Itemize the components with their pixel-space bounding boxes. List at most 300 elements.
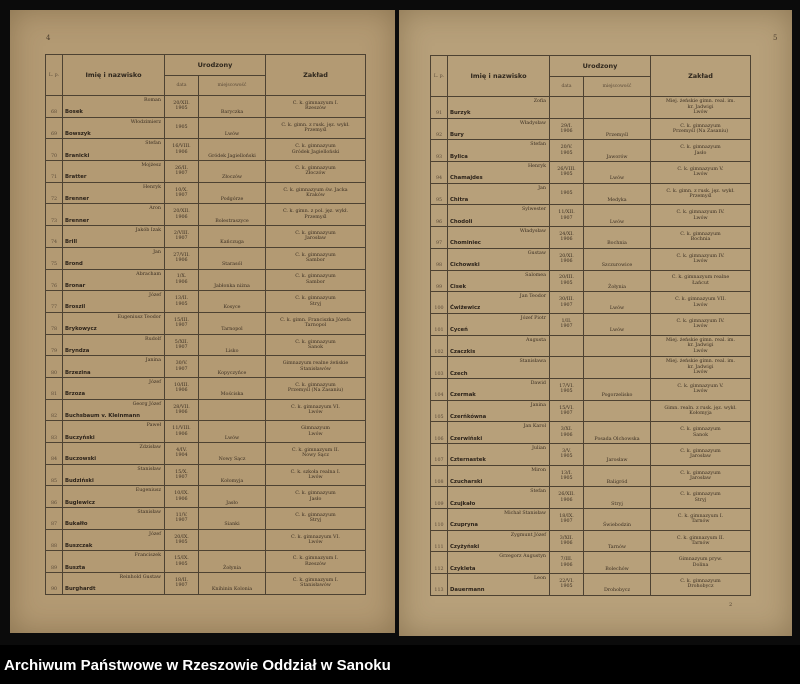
birth-date: 18/II. 1907 (165, 573, 199, 595)
name-cell (63, 377, 165, 399)
first-name: Grzegorz Augustyn (499, 554, 546, 560)
birth-place: Lwów (584, 313, 651, 335)
name-cell (63, 551, 165, 573)
last-name: Brzezina (65, 369, 91, 376)
table-row (46, 421, 366, 443)
birth-place: Baligród (584, 465, 651, 487)
name-cell (63, 247, 165, 269)
birth-place: Lwów (199, 117, 266, 139)
birth-date: 11/VIII. 1906 (165, 421, 199, 443)
first-name: Eugeniusz (135, 488, 161, 494)
page-number: 4 (46, 34, 51, 42)
first-name: Julian (531, 446, 546, 451)
table-row (46, 139, 366, 161)
school: Gimnazyum pryw. Dolina (651, 552, 751, 574)
last-name: Czucharski (450, 478, 483, 485)
first-name: Eugeniusz Teodor (117, 314, 161, 320)
first-name: Jan (153, 249, 161, 255)
birth-date: 16/VIII. 1906 (165, 139, 199, 161)
birth-place: Pogorzelisko (584, 378, 651, 400)
school: C. k. gimnazyum Sambor (266, 269, 366, 291)
table-row (431, 97, 751, 119)
school: C. k. gimn. z rusk. jęz. wykł. Przemyśl (651, 183, 751, 205)
school: C. k. gimnazyum Bochnia (651, 227, 751, 249)
last-name: Buglewicz (65, 499, 95, 506)
birth-date (550, 357, 584, 379)
birth-place: Medyka (584, 183, 651, 205)
name-cell (63, 312, 165, 334)
birth-place: Mościska (199, 377, 266, 399)
name-cell (448, 552, 550, 574)
last-name: Bowszyk (65, 130, 91, 137)
first-name: Abracham (136, 271, 161, 277)
last-name: Broszil (65, 304, 86, 311)
name-cell (63, 139, 165, 161)
table-row (46, 96, 366, 118)
birth-date: 29/I. 1906 (550, 118, 584, 140)
school: Gimn. realn. z rusk. jęz. wykł. Kołomyja (651, 400, 751, 422)
table-row (46, 117, 366, 139)
first-name: Janina (145, 358, 161, 364)
row-number: 77 (46, 291, 63, 313)
birth-date: 26/VIII. 1905 (550, 162, 584, 184)
first-name: Stanisław (137, 466, 161, 472)
signature-mark: 2 (729, 602, 733, 608)
row-number: 79 (46, 334, 63, 356)
birth-date: 10/IX. 1906 (165, 486, 199, 508)
row-number: 103 (431, 357, 448, 379)
table-row (46, 334, 366, 356)
school: C. k. gimnazyum Jarosław (651, 465, 751, 487)
page-number: 5 (773, 34, 778, 42)
row-number: 93 (431, 140, 448, 162)
last-name: Ćwiżewicz (450, 305, 481, 312)
first-name: Franciszek (134, 553, 161, 559)
birth-place: Kańczuga (199, 226, 266, 248)
last-name: Chamajdes (450, 175, 483, 182)
birth-date: 15/IX. 1905 (165, 551, 199, 573)
table-row (46, 529, 366, 551)
name-cell (448, 248, 550, 270)
name-cell (448, 357, 550, 379)
first-name: Henryk (527, 164, 546, 170)
school: C. k. gimnazyum Jarosław (651, 444, 751, 466)
school: C. k. gimnazyum Jasło (651, 140, 751, 162)
birth-place: Lwów (584, 292, 651, 314)
name-cell (63, 182, 165, 204)
first-name: Józef (149, 379, 161, 385)
last-name: Brzoza (65, 391, 86, 398)
table-row (46, 399, 366, 421)
birth-place: Jarosław (584, 444, 651, 466)
row-number: 99 (431, 270, 448, 292)
table-row (431, 292, 751, 314)
table-row (431, 205, 751, 227)
name-cell (448, 574, 550, 596)
column-header-date: data (165, 76, 199, 96)
school: C. k. gimnazyum Drohobycz (651, 574, 751, 596)
last-name: Bronar (65, 282, 86, 289)
birth-date: 10/III. 1906 (165, 377, 199, 399)
table-row (431, 313, 751, 335)
birth-date: 1/II. 1907 (550, 313, 584, 335)
column-header-lp: L. p. (431, 56, 448, 97)
birth-date: 15/III. 1907 (165, 312, 199, 334)
school: C. k. gimnazyum I. Tarnów (651, 509, 751, 531)
birth-place: Starasól (199, 247, 266, 269)
row-number: 101 (431, 313, 448, 335)
birth-place: Lwów (584, 162, 651, 184)
row-number: 102 (431, 335, 448, 357)
name-cell (63, 334, 165, 356)
school: C. k. gimnazyum Stryj (651, 487, 751, 509)
birth-place: Nowy Sącz (199, 443, 266, 465)
birth-place: Tarnów (584, 530, 651, 552)
last-name: Brond (65, 261, 83, 268)
birth-date: 3/V. 1905 (550, 444, 584, 466)
birth-date: 20/XII. 1906 (165, 204, 199, 226)
row-number: 87 (46, 508, 63, 530)
first-name: Józef Piotr (520, 315, 546, 321)
first-name: Jan Teodor (519, 294, 546, 300)
school: C. k. gimnazyum VII. Lwów (651, 292, 751, 314)
school: C. k. gimnazyum II. Nowy Sącz (266, 443, 366, 465)
column-header-place: miejscowość (584, 77, 651, 97)
last-name: Czupryna (450, 522, 478, 529)
birth-date: 18/IX. 1907 (550, 509, 584, 531)
name-cell (63, 508, 165, 530)
name-cell (448, 292, 550, 314)
name-cell (448, 270, 550, 292)
birth-place: Szczurowice (584, 248, 651, 270)
row-number: 68 (46, 96, 63, 118)
column-header-school: Zakład (651, 56, 751, 97)
school: C. k. gimnazyum VI. Lwów (266, 399, 366, 421)
birth-date: 15/VI. 1907 (550, 400, 584, 422)
birth-date: 30/III. 1907 (550, 292, 584, 314)
row-number: 104 (431, 378, 448, 400)
last-name: Buczowski (65, 456, 97, 463)
name-cell (448, 422, 550, 444)
school: C. k. gimnazyum Sanok (266, 334, 366, 356)
school: C. k. gimnazyum I. Stanisławów (266, 573, 366, 595)
first-name: Salomea (525, 272, 546, 278)
school: Miej. żeńskie gimn. real. im. kr. Jadwigi Lwów (651, 357, 751, 379)
table-row (431, 162, 751, 184)
last-name: Bukałło (65, 521, 88, 528)
name-cell (63, 464, 165, 486)
birth-date: 1905 (165, 117, 199, 139)
birth-date: 7/III. 1906 (550, 552, 584, 574)
table-row (46, 508, 366, 530)
first-name: Zofia (533, 99, 546, 104)
first-name: Roman (144, 98, 161, 103)
last-name: Brenner (65, 217, 89, 224)
table-row (431, 357, 751, 379)
last-name: Brill (65, 239, 78, 246)
row-number: 98 (431, 248, 448, 270)
column-header-lp: L. p. (46, 55, 63, 96)
birth-date: 15/X. 1907 (165, 464, 199, 486)
birth-date: 20/XI. 1906 (550, 248, 584, 270)
table-row (431, 270, 751, 292)
birth-date: 20/XII. 1905 (165, 96, 199, 118)
last-name: Czykleta (450, 565, 476, 572)
birth-place: Bolestraszyce (199, 204, 266, 226)
last-name: Burghardt (65, 586, 96, 593)
student-register-table-left (45, 54, 366, 595)
table-row (431, 487, 751, 509)
birth-date: 3/XI. 1906 (550, 422, 584, 444)
birth-date: 30/V. 1907 (165, 356, 199, 378)
birth-place: Sianki (199, 508, 266, 530)
name-cell (448, 444, 550, 466)
first-name: Stefan (530, 142, 546, 148)
column-header-name: Imię i nazwisko (63, 55, 165, 96)
name-cell (63, 573, 165, 595)
school: C. k. gimnazyum V. Lwów (651, 378, 751, 400)
birth-date: 28/VII. 1906 (165, 399, 199, 421)
row-number: 73 (46, 204, 63, 226)
first-name: Michał Stanisław (504, 511, 546, 517)
row-number: 95 (431, 183, 448, 205)
birth-place: Bochnia (584, 227, 651, 249)
row-number: 112 (431, 552, 448, 574)
birth-date: 24/XI. 1906 (550, 227, 584, 249)
name-cell (448, 335, 550, 357)
birth-place: Kopyczyńce (199, 356, 266, 378)
school: Gimnazyum realne żeńskie Stanisławów (266, 356, 366, 378)
name-cell (448, 378, 550, 400)
name-cell (63, 96, 165, 118)
name-cell (63, 356, 165, 378)
row-number: 96 (431, 205, 448, 227)
column-header-name: Imię i nazwisko (448, 56, 550, 97)
last-name: Bryndza (65, 347, 90, 354)
table-row (431, 422, 751, 444)
table-row (431, 509, 751, 531)
name-cell (63, 486, 165, 508)
birth-place (199, 529, 266, 551)
school: C. k. gimnazyum realne Łańcut (651, 270, 751, 292)
last-name: Bury (450, 131, 464, 138)
first-name: Józef (149, 293, 161, 299)
birth-place: Lwów (199, 421, 266, 443)
name-cell (63, 269, 165, 291)
row-number: 108 (431, 465, 448, 487)
birth-date: 13/II. 1905 (165, 291, 199, 313)
school: C. k. gimnazyum Jarosław (266, 226, 366, 248)
birth-date: 5/XII. 1907 (165, 334, 199, 356)
last-name: Brykowycz (65, 326, 97, 333)
table-row (46, 312, 366, 334)
row-number: 105 (431, 400, 448, 422)
first-name: Władysław (519, 120, 546, 126)
table-row (46, 573, 366, 595)
name-cell (63, 117, 165, 139)
first-name: Janina (530, 402, 546, 408)
table-row (431, 465, 751, 487)
name-cell (448, 313, 550, 335)
first-name: Leon (533, 576, 546, 582)
table-row (46, 161, 366, 183)
birth-date: 27/VII. 1906 (165, 247, 199, 269)
birth-place: Stryj (584, 487, 651, 509)
table-row (46, 356, 366, 378)
table-row (431, 552, 751, 574)
row-number: 92 (431, 118, 448, 140)
archive-caption-bar (0, 645, 800, 684)
birth-place: Lisko (199, 334, 266, 356)
name-cell (448, 509, 550, 531)
last-name: Czyżyński (450, 544, 480, 551)
birth-place: Żołynia (199, 551, 266, 573)
first-name: Stanisława (519, 359, 546, 365)
last-name: Brenner (65, 196, 89, 203)
last-name: Buchsbaum v. Kleinmann (65, 412, 140, 419)
birth-place: Posada Olchowska (584, 422, 651, 444)
birth-place: Złoczów (199, 161, 266, 183)
table-row (431, 378, 751, 400)
last-name: Buszczak (65, 543, 93, 550)
school: C. k. gimn. z rusk. jęz. wykł. Przemyśl (266, 117, 366, 139)
school: C. k. gimnazyum Sambor (266, 247, 366, 269)
school: Gimnazyum Lwów (266, 421, 366, 443)
birth-place: Świebodzin (584, 509, 651, 531)
school: C. k. szkoła realna I. Lwów (266, 464, 366, 486)
school: C. k. gimnazyum Złoczów (266, 161, 366, 183)
first-name: Józef (149, 531, 161, 537)
school: C. k. gimnazyum I. Rzeszów (266, 96, 366, 118)
last-name: Cichowski (450, 262, 480, 269)
birth-date: 26/II. 1907 (165, 161, 199, 183)
table-row (46, 551, 366, 573)
last-name: Czech (450, 370, 468, 377)
birth-date: 1/X. 1906 (165, 269, 199, 291)
birth-date: 20/V. 1905 (550, 140, 584, 162)
first-name: Stanisław (137, 510, 161, 516)
birth-place: Jabłonka niżna (199, 269, 266, 291)
birth-place: Jasło (199, 486, 266, 508)
school: C. k. gimnazyum Stryj (266, 508, 366, 530)
row-number: 97 (431, 227, 448, 249)
row-number: 69 (46, 117, 63, 139)
name-cell (63, 443, 165, 465)
name-cell (448, 465, 550, 487)
row-number: 110 (431, 509, 448, 531)
first-name: Georg Józef (132, 401, 161, 407)
name-cell (448, 118, 550, 140)
birth-place: Przemyśl (584, 118, 651, 140)
first-name: Miron (531, 467, 546, 473)
birth-place (584, 335, 651, 357)
school: C. k. gimnazyum Gródek Jagielloński (266, 139, 366, 161)
birth-place: Knihinin Kolonia (199, 573, 266, 595)
birth-place: Tarnopol (199, 312, 266, 334)
table-row (46, 443, 366, 465)
school: Miej. żeńskie gimn. real. im. kr. Jadwigi Lwów (651, 97, 751, 119)
table-row (46, 269, 366, 291)
school: C. k. gimnazyum św. Jacka Kraków (266, 182, 366, 204)
birth-date: 20/IX. 1905 (165, 529, 199, 551)
birth-place: Żołynia (584, 270, 651, 292)
last-name: Chitra (450, 197, 469, 204)
first-name: Aron (149, 206, 161, 212)
row-number: 91 (431, 97, 448, 119)
first-name: Mojżesz (141, 163, 161, 169)
row-number: 71 (46, 161, 63, 183)
name-cell (448, 400, 550, 422)
row-number: 89 (46, 551, 63, 573)
birth-date: 4/IV. 1904 (165, 443, 199, 465)
first-name: Zdzisław (139, 445, 161, 450)
column-header-born: Urodzony (550, 56, 651, 77)
row-number: 81 (46, 377, 63, 399)
table-row (46, 226, 366, 248)
school: C. k. gimn. Franciszka Józefa Tarnopol (266, 312, 366, 334)
birth-date: 10/X. 1907 (165, 182, 199, 204)
name-cell (448, 183, 550, 205)
last-name: Czternastek (450, 457, 486, 464)
row-number: 113 (431, 574, 448, 596)
last-name: Chominiec (450, 240, 481, 247)
table-row (46, 291, 366, 313)
table-row (431, 530, 751, 552)
name-cell (448, 140, 550, 162)
student-register-table-right (430, 55, 751, 596)
name-cell (63, 291, 165, 313)
last-name: Cisek (450, 283, 466, 290)
birth-place: Jaworów (584, 140, 651, 162)
row-number: 86 (46, 486, 63, 508)
table-row (46, 377, 366, 399)
row-number: 75 (46, 247, 63, 269)
column-header-date: data (550, 77, 584, 97)
table-row (431, 183, 751, 205)
birth-place: Podgórze (199, 182, 266, 204)
first-name: Reinhold Gustaw (119, 575, 161, 581)
birth-date: 11/V. 1907 (165, 508, 199, 530)
birth-place (584, 400, 651, 422)
row-number: 111 (431, 530, 448, 552)
birth-place (584, 97, 651, 119)
row-number: 90 (46, 573, 63, 595)
school: C. k. gimnazyum Sanok (651, 422, 751, 444)
last-name: Budziński (65, 477, 94, 484)
table-row (431, 335, 751, 357)
archive-caption: Archiwum Państwowe w Rzeszowie Oddział w Sanoku (4, 657, 391, 674)
last-name: Burzyk (450, 110, 471, 117)
row-number: 80 (46, 356, 63, 378)
row-number: 107 (431, 444, 448, 466)
last-name: Cyceń (450, 327, 468, 334)
name-cell (448, 205, 550, 227)
last-name: Buszta (65, 564, 86, 571)
first-name: Stefan (530, 489, 546, 495)
first-name: Augusta (526, 337, 546, 343)
table-row (46, 486, 366, 508)
first-name: Jakób Izak (135, 228, 161, 234)
school: C. k. gimnazyum I. Rzeszów (266, 551, 366, 573)
last-name: Chodoli (450, 218, 473, 225)
school: C. k. gimnazyum V. Lwów (651, 162, 751, 184)
name-cell (63, 399, 165, 421)
table-row (46, 464, 366, 486)
row-number: 78 (46, 312, 63, 334)
first-name: Sylwester (522, 207, 546, 213)
name-cell (448, 530, 550, 552)
birth-date: 17/VI. 1905 (550, 378, 584, 400)
